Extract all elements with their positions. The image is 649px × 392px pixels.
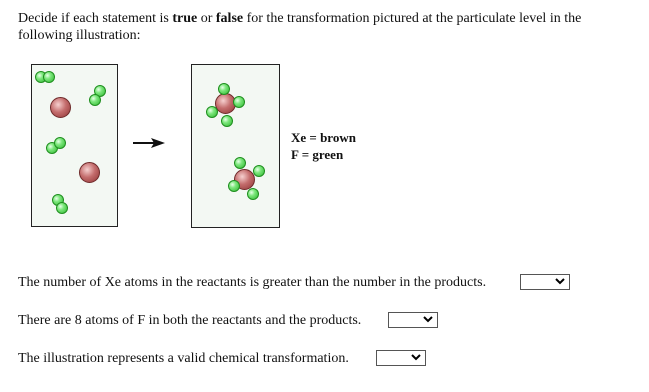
reactants-box — [31, 64, 118, 227]
f-atom — [247, 188, 259, 200]
reaction-arrow — [133, 137, 165, 149]
question-1-select[interactable] — [520, 274, 570, 290]
true-word: true — [172, 11, 198, 26]
f-atom — [253, 165, 265, 177]
f-atom — [221, 115, 233, 127]
question-3-text: The illustration represents a valid chemical transformation. — [18, 351, 349, 366]
products-box — [191, 64, 280, 228]
f-atom — [56, 202, 68, 214]
instructions-part-3: for the transformation pictured at the particulate level in the following illustration: — [18, 11, 582, 43]
false-word: false — [215, 11, 244, 26]
xe-atom — [79, 162, 100, 183]
question-2-select[interactable] — [388, 312, 438, 328]
question-2-text: There are 8 atoms of F in both the reactants and the products. — [18, 313, 362, 328]
legend-xe: Xe = brown — [291, 130, 356, 145]
f-atom — [206, 106, 218, 118]
f-atom — [54, 137, 66, 149]
f-atom — [43, 71, 55, 83]
f-atom — [228, 180, 240, 192]
question-1-text: The number of Xe atoms in the reactants is greater than the number in the products. — [18, 275, 487, 290]
instructions-part-2: or — [197, 11, 216, 26]
chevron-down-icon — [411, 354, 421, 361]
chevron-down-icon — [423, 316, 433, 323]
instructions-text — [18, 10, 638, 44]
xe-atom — [50, 97, 71, 118]
instructions-part-1: Decide if each statement is — [18, 11, 173, 26]
f-atom — [218, 83, 230, 95]
f-atom — [234, 157, 246, 169]
legend-f: F = green — [291, 147, 344, 162]
f-atom — [89, 94, 101, 106]
chevron-down-icon — [555, 278, 565, 285]
f-atom — [233, 96, 245, 108]
question-3-select[interactable] — [376, 350, 426, 366]
